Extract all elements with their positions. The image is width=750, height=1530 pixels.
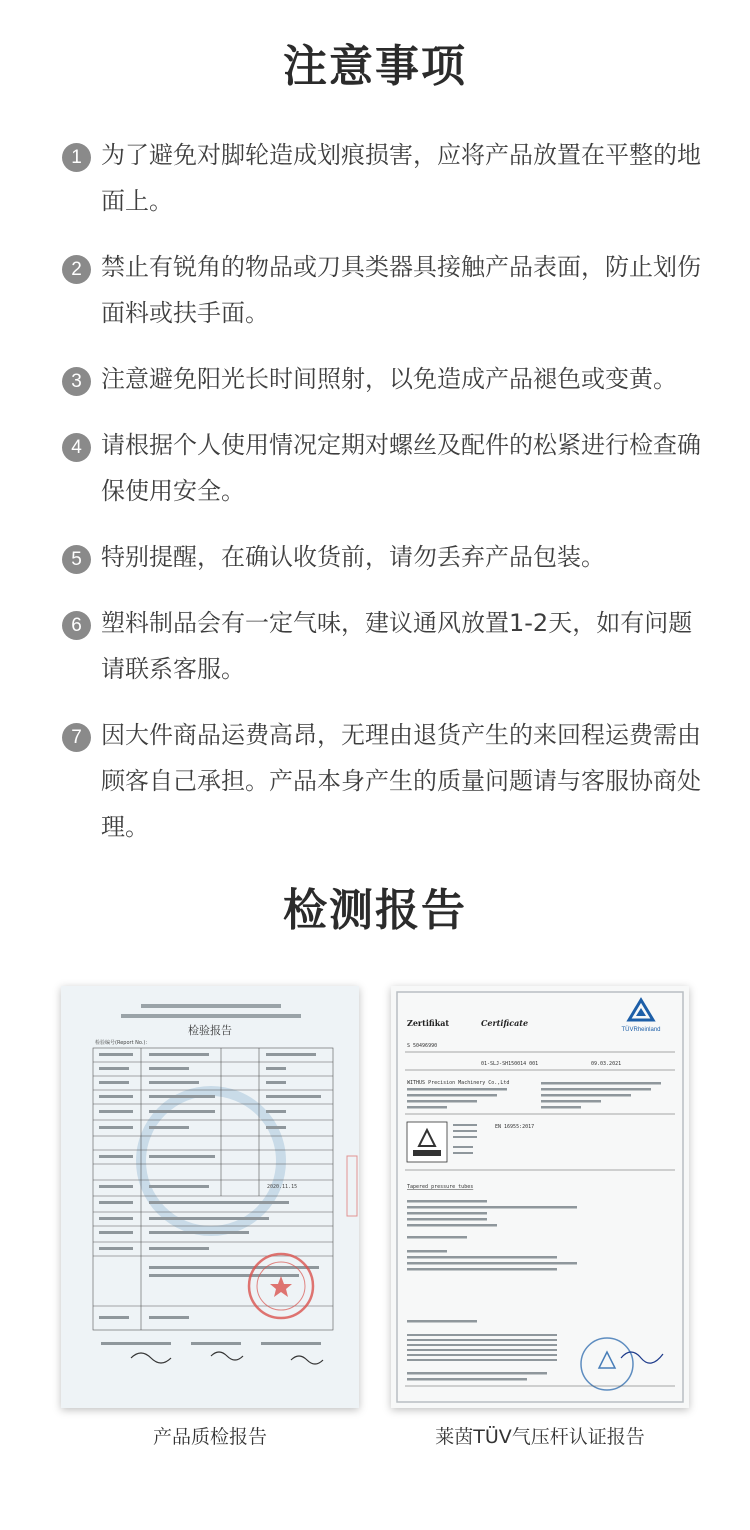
tuv-certificate-document (391, 986, 689, 1408)
notice-text: 因大件商品运费高昂，无理由退货产生的来回程运费需由顾客自己承担。产品本身产生的质量问题请与客服协商处理。 (101, 721, 701, 841)
notice-item (62, 720, 722, 850)
certificate-number: S 50496990 (407, 1043, 438, 1049)
certificate-label: Certificate (481, 1018, 529, 1028)
number-badge: 1 (62, 143, 91, 172)
notice-item (62, 140, 722, 224)
quality-report-image[interactable] (61, 986, 359, 1408)
notice-item (62, 252, 722, 336)
sample-date: 2020.11.15 (267, 1184, 298, 1190)
standard-number: EN 16955:2017 (495, 1124, 535, 1130)
notice-text: 禁止有锐角的物品或刀具类器具接触产品表面，防止划伤面料或扶手面。 (101, 253, 701, 327)
number-badge: 4 (62, 433, 91, 462)
notice-text: 为了避免对脚轮造成划痕损害，应将产品放置在平整的地面上。 (101, 141, 701, 215)
number-badge: 6 (62, 611, 91, 640)
number-badge: 5 (62, 545, 91, 574)
report-number-label: 检验编号(Report No.)： (95, 1040, 151, 1046)
notice-text: 塑料制品会有一定气味，建议通风放置1-2天，如有问题请联系客服。 (101, 609, 693, 683)
notice-item (62, 608, 722, 692)
zertifikat-label: Zertifikat (407, 1018, 450, 1028)
quality-report-caption: 产品质检报告 (152, 1426, 267, 1448)
notice-title: 注意事项 (283, 41, 467, 92)
issue-date: 09.03.2021 (591, 1061, 622, 1067)
reports-title: 检测报告 (283, 885, 467, 936)
notice-item (62, 430, 722, 514)
certified-product: Tapered pressure tubes (407, 1184, 474, 1190)
license-holder: WITHUS Precision Machinery Co.,Ltd (407, 1080, 510, 1086)
number-badge: 2 (62, 255, 91, 284)
number-badge: 3 (62, 367, 91, 396)
reference-number: 01-SLJ-SH150014 001 (481, 1061, 539, 1067)
notice-list (62, 140, 722, 878)
notice-text: 注意避免阳光长时间照射，以免造成产品褪色或变黄。 (101, 365, 677, 393)
tuv-certificate-image[interactable] (391, 986, 689, 1408)
notice-text: 请根据个人使用情况定期对螺丝及配件的松紧进行检查确保使用安全。 (101, 431, 701, 505)
notice-item (62, 364, 722, 402)
tuv-brand: TÜVRheinland (621, 1027, 661, 1033)
tuv-report-caption: 莱茵TÜV气压杆认证报告 (435, 1426, 645, 1448)
notice-item (62, 542, 722, 580)
quality-doc-title: 检验报告 (188, 1024, 232, 1037)
quality-report-document (61, 986, 359, 1408)
notice-text: 特别提醒，在确认收货前，请勿丢弃产品包装。 (101, 543, 605, 571)
number-badge: 7 (62, 723, 91, 752)
